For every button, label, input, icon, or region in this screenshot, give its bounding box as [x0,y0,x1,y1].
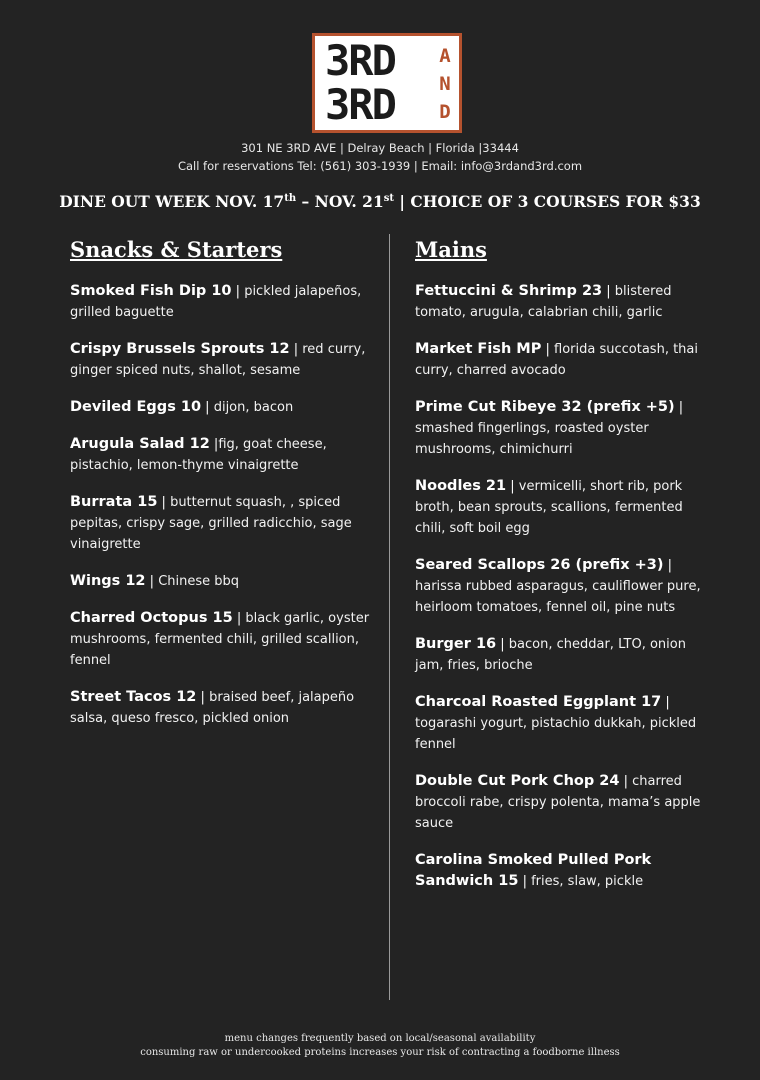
menu-item: Deviled Eggs 10 | dijon, bacon [70,399,294,415]
starters-column [70,236,370,745]
logo-line-1: 3RD [325,36,395,85]
menu-item: Arugula Salad 12 |fig, goat cheese, pistachio, lemon-thyme vinaigrette [70,436,327,473]
starters-heading: Snacks & Starters [70,237,283,262]
menu-item: Noodles 21 | vermicelli, short rib, pork broth, bean sprouts, scallions, fermented chili, soft boil egg [415,478,683,536]
dine-out-headline: DINE OUT WEEK NOV. 17th – NOV. 21st | CHOICE OF 3 COURSES FOR $33 [59,192,701,211]
mains-column [415,236,715,908]
menu-item: Carolina Smoked Pulled Pork Sandwich 15 | fries, slaw, pickle [415,852,652,889]
menu-item: Fettuccini & Shrimp 23 | blistered tomato, arugula, calabrian chili, garlic [415,283,672,320]
footer-availability-note: menu changes frequently based on local/seasonal availability [224,1033,536,1044]
address-line: 301 NE 3RD AVE | Delray Beach | Florida |33444 [241,141,519,155]
restaurant-logo [312,33,462,133]
menu-item: Burrata 15 | butternut squash, , spiced pepitas, crispy sage, grilled radicchio, sage vinaigrette [70,494,352,552]
menu-item: Street Tacos 12 | braised beef, jalapeño salsa, queso fresco, pickled onion [70,689,355,726]
menu-item: Double Cut Pork Chop 24 | charred broccoli rabe, crispy polenta, mama’s apple sauce [415,773,701,831]
menu-item: Smoked Fish Dip 10 | pickled jalapeños, grilled baguette [70,283,362,320]
menu-item: Seared Scallops 26 (prefix +3) | harissa rubbed asparagus, cauliflower pure, heirloom tomatoes, fennel oil, pine nuts [415,557,701,615]
menu-item: Prime Cut Ribeye 32 (prefix +5) | smashed fingerlings, roasted oyster mushrooms, chimichurri [415,399,684,457]
menu-item: Burger 16 | bacon, cheddar, LTO, onion jam, fries, brioche [415,636,686,673]
menu-item: Wings 12 | Chinese bbq [70,573,240,589]
menu-item: Charcoal Roasted Eggplant 17 | togarashi yogurt, pistachio dukkah, pickled fennel [415,694,697,752]
logo-line-2: 3RD [325,80,395,129]
address-block [0,139,760,175]
menu-item: Crispy Brussels Sprouts 12 | red curry, ginger spiced nuts, shallot, sesame [70,341,366,378]
column-divider [389,234,390,1000]
logo-and: A N D [439,45,451,123]
footer-health-warning: consuming raw or undercooked proteins increases your risk of contracting a foodborne illness [140,1047,620,1058]
mains-heading: Mains [415,237,487,262]
menu-item: Market Fish MP | florida succotash, thai curry, charred avocado [415,341,698,378]
menu-footer [0,1032,760,1060]
menu-item: Charred Octopus 15 | black garlic, oyster mushrooms, fermented chili, grilled scallion, fennel [70,610,370,668]
contact-line: Call for reservations Tel: (561) 303-1939 | Email: info@3rdand3rd.com [177,159,583,173]
